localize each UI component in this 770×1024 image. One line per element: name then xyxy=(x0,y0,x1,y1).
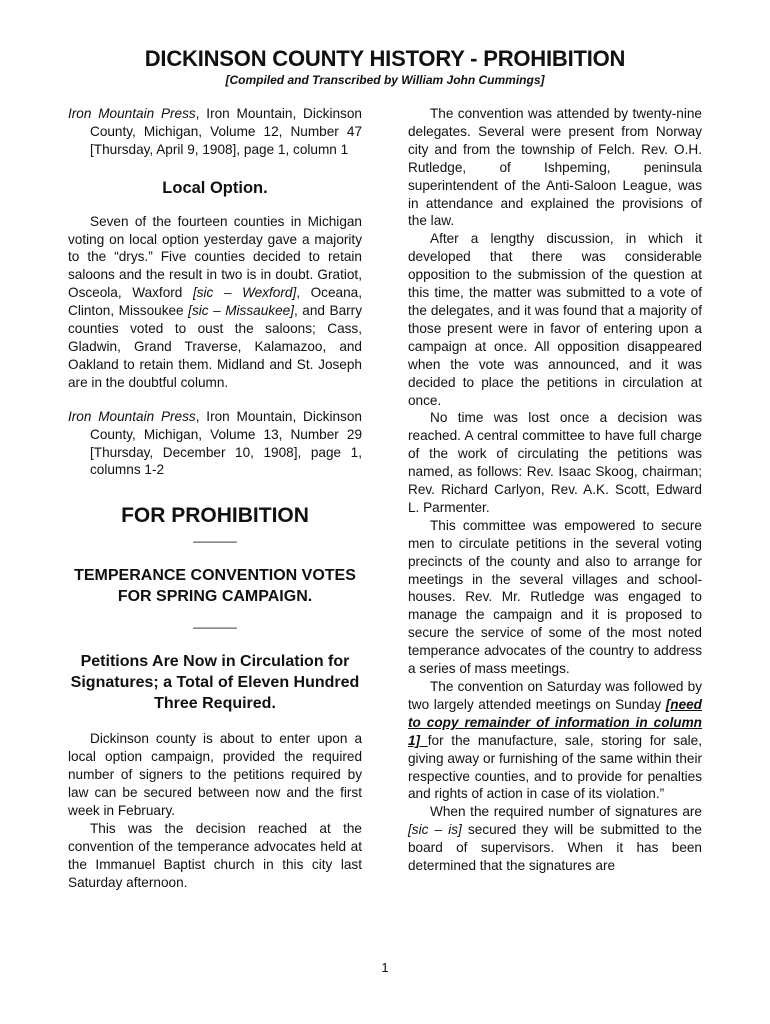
text-run: When the required number of signatures are xyxy=(430,804,702,820)
text-run: , and Barry counties voted to oust the saloons; Cass, Gladwin, Grand Traverse, Kalamazoo, and Oakland to retain them. Midland and St. Joseph are in the doubtful column. xyxy=(68,303,362,390)
page-title: DICKINSON COUNTY HISTORY - PROHIBITION xyxy=(144,46,626,71)
spacer xyxy=(68,392,362,408)
heading-for-prohibition: FOR PROHIBITION xyxy=(121,504,309,528)
heading-local-option: Local Option. xyxy=(162,178,268,197)
text-run: , Oceana, Clinton, Missoukee xyxy=(68,285,362,319)
article-paragraph: No time was lost once a decision was reached. A central committee to have full charge of the work of circulating the petitions was named, as follows: Rev. Isaac Skoog, chairman; Rev. Richard Carlyon, Rev. A.K. Scott, Edward L. Parmenter. xyxy=(408,410,702,515)
sic-note: [sic – Missaukee] xyxy=(188,303,294,319)
text-run: The convention on Saturday was followed by two largely attended meetings on Sunday xyxy=(408,679,702,712)
citation-publication: Iron Mountain Press xyxy=(68,408,196,424)
article-paragraph: After a lengthy discussion, in which it developed that there was considerable opposition to the submission of the question at this time, the matter was submitted to a vote of the delegates, and it was found that a majority of those present were in favor of entering upon a campaign at once. All opposition disappeared when the vote was announced, and it was decided to place the petitions in circulation at once. xyxy=(408,231,702,408)
divider-rule: ______ xyxy=(193,528,237,544)
compiler-credit: [Compiled and Transcribed by William John Cummings] xyxy=(225,73,545,87)
text-run: for the manufacture, sale, storing for sale, giving away or furnishing of the same within their respective counties, and to provide for penalties and rights of action in case of its violation.” xyxy=(408,732,702,802)
left-column xyxy=(68,105,362,891)
article-paragraph: The convention was attended by twenty-nine delegates. Several were present from Norway city and from the township of Felch. Rev. O.H. Rutledge, of Ishpeming, peninsula superintendent of the Anti-Saloon League, was in attendance and explained the provisions of the law. xyxy=(408,106,702,229)
sic-note: [sic – is] xyxy=(408,822,462,838)
citation-april-1908 xyxy=(68,105,362,159)
text-run: secured they will be submitted to the board of supervisors. When it has been determined that the signatures are xyxy=(408,822,702,874)
divider-rule: ______ xyxy=(193,614,237,630)
article-paragraph: This committee was empowered to secure men to circulate petitions in the several voting precincts of the county and also to arrange for meetings in the several villages and school-houses. Rev. Mr. Rutledge was engaged to manage the campaign and it is proposed to secure the service of some of the most noted temperance advocates of the country to address a series of mass meetings. xyxy=(408,517,702,677)
text-run: Seven of the fourteen counties in Michigan voting on local option yesterday gave a majority to the “drys.” Five counties decided to retain saloons and the result in two is in doubt. Gratiot, Osceola, Waxford xyxy=(68,213,362,301)
article-paragraph: This was the decision reached at the convention of the temperance advocates held at the Immanuel Baptist church in this city last Saturday afternoon. xyxy=(68,820,362,890)
heading-petitions: Petitions Are Now in Circulation for Signatures; a Total of Eleven Hundred Three Required. xyxy=(70,653,360,713)
article-paragraph xyxy=(408,678,702,803)
heading-temperance-convention: TEMPERANCE CONVENTION VOTES FOR SPRING CAMPAIGN. xyxy=(74,567,356,606)
article-paragraph: Dickinson county is about to enter upon a local option campaign, provided the required number of signers to the petitions required by law can be secured between now and the first week in February. xyxy=(68,731,362,818)
sic-note: [sic – Wexford] xyxy=(192,285,297,301)
citation-december-1908 xyxy=(68,408,362,480)
transcriber-note: [need to copy remainder of information in column 1] xyxy=(408,696,702,748)
citation-details: , Iron Mountain, Dickinson County, Michigan, Volume 13, Number 29 [Thursday, December 10, 1908], page 1, columns 1-2 xyxy=(90,408,362,478)
article-paragraph xyxy=(408,803,702,875)
citation-details: , Iron Mountain, Dickinson County, Michigan, Volume 12, Number 47 [Thursday, April 9, 1908], page 1, column 1 xyxy=(90,106,362,157)
citation-publication: Iron Mountain Press xyxy=(68,106,196,121)
right-column xyxy=(408,105,702,875)
page-number: 1 xyxy=(381,960,389,975)
local-option-paragraph xyxy=(68,213,362,392)
